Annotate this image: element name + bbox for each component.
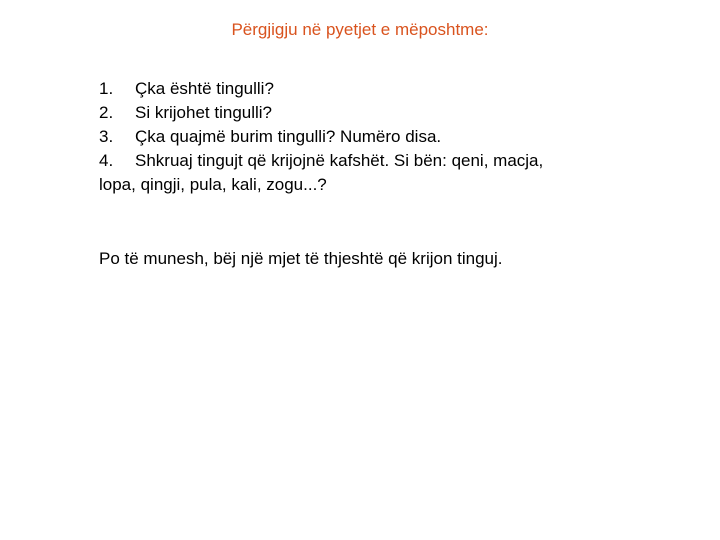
question-text: Çka është tingulli?: [135, 79, 274, 98]
question-list: [99, 77, 659, 197]
question-number: 4.: [99, 151, 114, 170]
question-number: 3.: [99, 127, 114, 146]
question-item: [99, 77, 659, 101]
page-title: Përgjigju në pyetjet e mëposhtme:: [231, 20, 489, 39]
question-text: Shkruaj tingujt që krijojnë kafshët. Si bën: qeni, macja,: [135, 151, 544, 170]
question-text: Çka quajmë burim tingulli? Numëro disa.: [135, 127, 442, 146]
question-text-continuation: lopa, qingji, pula, kali, zogu...?: [99, 175, 327, 194]
task-text: Po të munesh, bëj një mjet të thjeshtë që krijon tinguj.: [99, 249, 503, 268]
question-text: Si krijohet tingulli?: [135, 103, 273, 122]
question-number: 2.: [99, 103, 114, 122]
question-item: [99, 149, 659, 173]
question-number: 1.: [99, 79, 114, 98]
question-item: [99, 101, 659, 125]
question-item: [99, 125, 659, 149]
